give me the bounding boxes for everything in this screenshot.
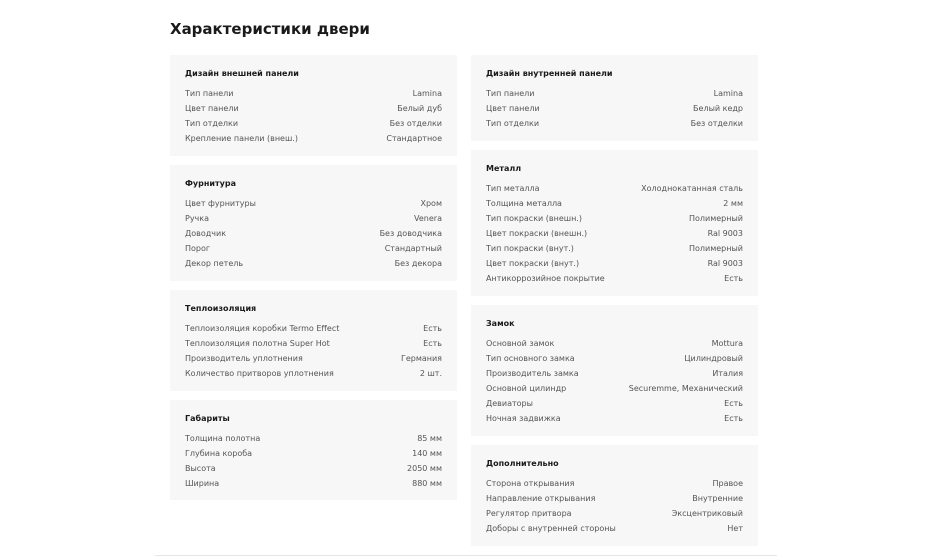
spec-row [185, 226, 442, 241]
spec-label: Цвет покраски (внут.) [486, 259, 580, 268]
spec-row [185, 86, 442, 101]
spec-row [185, 321, 442, 336]
spec-value: Mottura [711, 339, 743, 348]
spec-value: Securemme, Механический [628, 384, 743, 393]
section-card [471, 150, 758, 296]
spec-value: 140 мм [412, 449, 442, 458]
spec-row [185, 446, 442, 461]
spec-row [486, 396, 743, 411]
spec-label: Тип покраски (внут.) [486, 244, 574, 253]
spec-label: Теплоизоляция полотна Super Hot [185, 339, 330, 348]
spec-value: Есть [724, 414, 743, 423]
spec-label: Тип покраски (внешн.) [486, 214, 582, 223]
section-heading: Замок [486, 319, 515, 328]
spec-label: Толщина полотна [185, 434, 261, 443]
spec-value: Стандартный [384, 244, 442, 253]
spec-value: Полимерный [688, 244, 743, 253]
spec-value: 2 мм [723, 199, 743, 208]
section-heading: Фурнитура [185, 179, 236, 188]
spec-label: Тип металла [486, 184, 540, 193]
spec-row [185, 196, 442, 211]
spec-row [185, 366, 442, 381]
spec-value: 2 шт. [419, 369, 442, 378]
divider [155, 555, 777, 556]
spec-value: 880 мм [412, 479, 442, 488]
spec-value: Белый кедр [693, 104, 743, 113]
spec-row [486, 411, 743, 426]
spec-row [486, 211, 743, 226]
left-column [170, 55, 457, 509]
spec-row [486, 256, 743, 271]
spec-value: Хром [420, 199, 442, 208]
section-heading: Дизайн внутренней панели [486, 69, 613, 78]
spec-row [486, 506, 743, 521]
spec-label: Девиаторы [486, 399, 533, 408]
spec-row [185, 461, 442, 476]
spec-label: Тип основного замка [486, 354, 575, 363]
spec-row [486, 86, 743, 101]
spec-row [185, 131, 442, 146]
spec-label: Крепление панели (внеш.) [185, 134, 298, 143]
spec-row [185, 241, 442, 256]
spec-label: Глубина короба [185, 449, 253, 458]
spec-label: Доборы с внутренней стороны [486, 524, 616, 533]
spec-label: Направление открывания [486, 494, 596, 503]
spec-value: Белый дуб [397, 104, 442, 113]
spec-label: Высота [185, 464, 216, 473]
spec-label: Декор петель [185, 259, 244, 268]
spec-value: Стандартное [386, 134, 442, 143]
spec-label: Ширина [185, 479, 220, 488]
spec-label: Доводчик [185, 229, 227, 238]
spec-label: Производитель замка [486, 369, 579, 378]
section-heading: Дополнительно [486, 459, 559, 468]
spec-row [185, 336, 442, 351]
spec-value: Есть [423, 324, 442, 333]
section-card [471, 55, 758, 141]
spec-value: Без отделки [690, 119, 743, 128]
spec-label: Цвет панели [185, 104, 239, 113]
spec-value: 2050 мм [407, 464, 442, 473]
spec-label: Цвет фурнитуры [185, 199, 256, 208]
spec-label: Цвет панели [486, 104, 540, 113]
spec-label: Тип панели [185, 89, 234, 98]
spec-label: Сторона открывания [486, 479, 575, 488]
spec-label: Производитель уплотнения [185, 354, 303, 363]
spec-value: Цилиндровый [684, 354, 743, 363]
spec-row [486, 476, 743, 491]
spec-label: Регулятор притвора [486, 509, 572, 518]
spec-label: Тип отделки [486, 119, 540, 128]
spec-value: Германия [400, 354, 442, 363]
spec-row [185, 351, 442, 366]
spec-row [486, 521, 743, 536]
spec-label: Цвет покраски (внешн.) [486, 229, 588, 238]
spec-row [486, 196, 743, 211]
spec-label: Основной замок [486, 339, 555, 348]
spec-value: Ral 9003 [707, 229, 743, 238]
spec-label: Порог [185, 244, 211, 253]
spec-row [486, 366, 743, 381]
section-heading: Металл [486, 164, 522, 173]
spec-value: Без отделки [389, 119, 442, 128]
spec-value: Lamina [412, 89, 442, 98]
spec-value: Нет [727, 524, 743, 533]
spec-row [486, 226, 743, 241]
section-card [170, 400, 457, 500]
page-title: Характеристики двери [170, 20, 370, 38]
spec-label: Толщина металла [486, 199, 562, 208]
spec-row [486, 381, 743, 396]
spec-label: Ночная задвижка [486, 414, 561, 423]
spec-value: 85 мм [417, 434, 442, 443]
spec-label: Количество притворов уплотнения [185, 369, 334, 378]
spec-value: Без декора [394, 259, 442, 268]
spec-row [486, 116, 743, 131]
right-column [471, 55, 758, 555]
spec-value: Ral 9003 [707, 259, 743, 268]
spec-label: Теплоизоляция коробки Termo Effect [185, 324, 340, 333]
spec-label: Тип панели [486, 89, 535, 98]
spec-row [486, 491, 743, 506]
spec-row [185, 476, 442, 491]
spec-value: Холоднокатанная сталь [641, 184, 743, 193]
spec-value: Италия [712, 369, 743, 378]
spec-value: Правое [712, 479, 743, 488]
spec-row [486, 181, 743, 196]
section-heading: Теплоизоляция [185, 304, 257, 313]
spec-row [486, 351, 743, 366]
spec-value: Есть [724, 274, 743, 283]
spec-row [185, 211, 442, 226]
spec-value: Эксцентриковый [671, 509, 743, 518]
spec-label: Основной цилиндр [486, 384, 567, 393]
spec-value: Venera [414, 214, 442, 223]
spec-label: Ручка [185, 214, 210, 223]
spec-row [486, 336, 743, 351]
spec-value: Без доводчика [379, 229, 442, 238]
spec-row [185, 116, 442, 131]
section-card [170, 290, 457, 391]
spec-row [486, 101, 743, 116]
spec-value: Есть [423, 339, 442, 348]
section-card [170, 165, 457, 281]
spec-value: Внутренние [692, 494, 743, 503]
section-heading: Габариты [185, 414, 230, 423]
section-card [170, 55, 457, 156]
section-card [471, 445, 758, 546]
spec-row [185, 431, 442, 446]
spec-row [486, 271, 743, 286]
spec-row [486, 241, 743, 256]
spec-label: Тип отделки [185, 119, 239, 128]
spec-value: Lamina [713, 89, 743, 98]
spec-value: Полимерный [688, 214, 743, 223]
section-card [471, 305, 758, 436]
spec-row [185, 256, 442, 271]
spec-label: Антикоррозийное покрытие [486, 274, 605, 283]
spec-row [185, 101, 442, 116]
section-heading: Дизайн внешней панели [185, 69, 299, 78]
spec-value: Есть [724, 399, 743, 408]
